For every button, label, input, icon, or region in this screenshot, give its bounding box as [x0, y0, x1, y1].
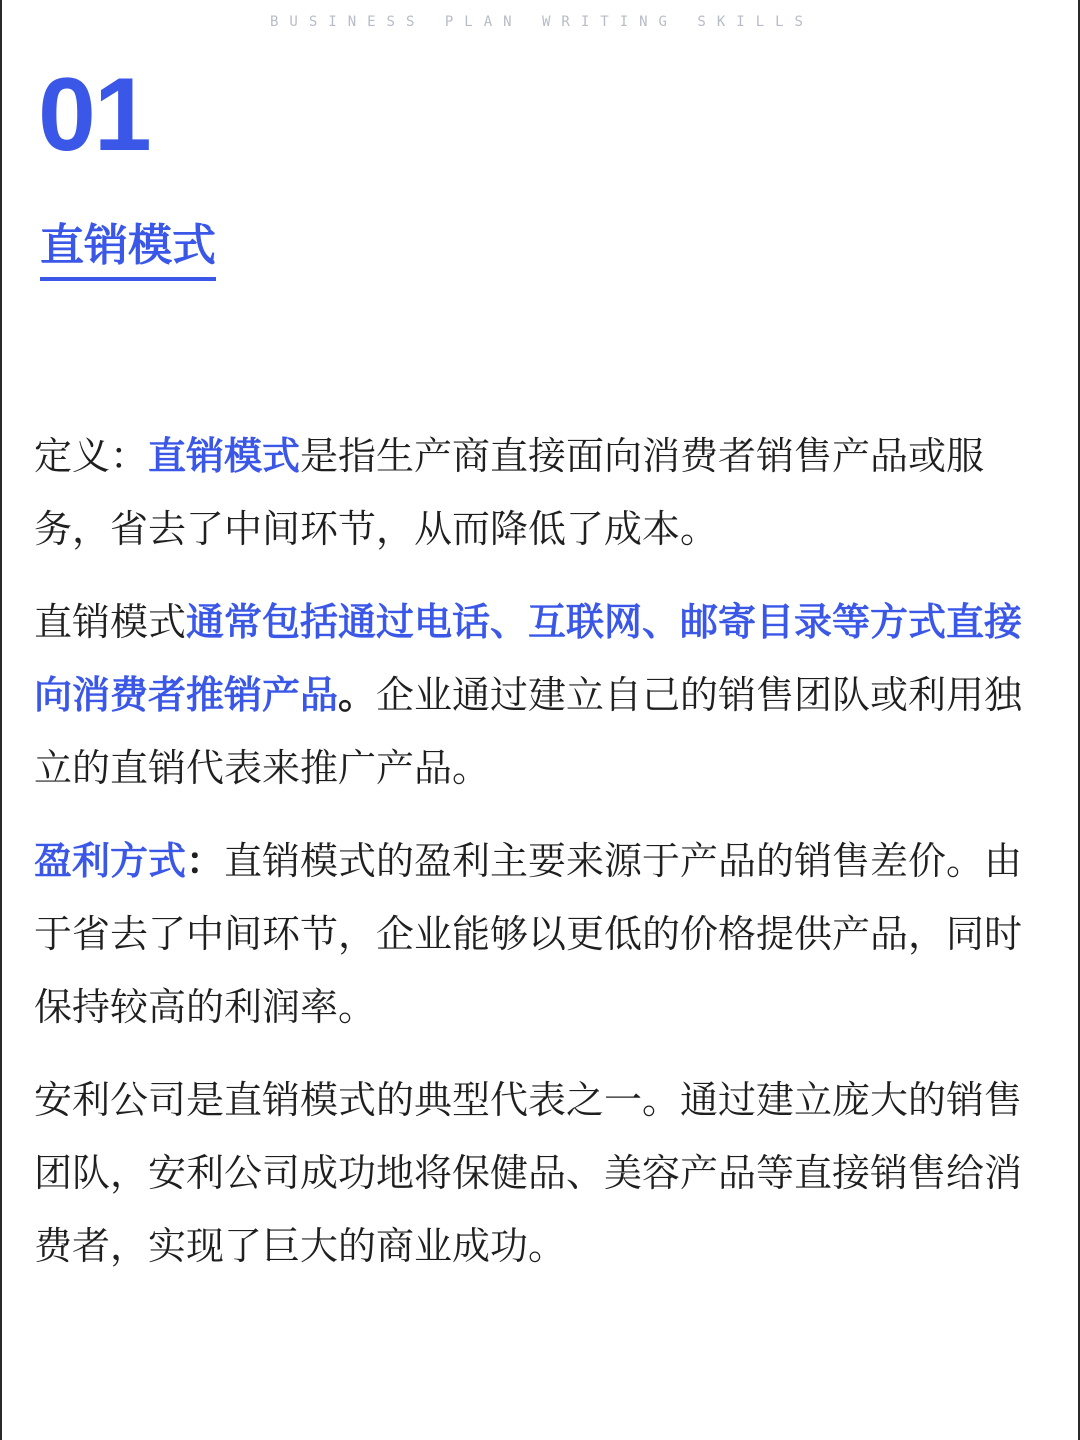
definition-highlight: 直销模式	[148, 434, 301, 478]
channels-prefix: 直销模式	[34, 600, 187, 644]
definition-prefix: 定义：	[34, 434, 149, 478]
profit-colon: ：	[186, 839, 225, 883]
example-text: 安利公司是直销模式的典型代表之一。通过建立庞大的销售团队，安利公司成功地将保健品、美容产品等直接销售给消费者，实现了巨大的商业成功。	[34, 1078, 1023, 1268]
channels-period: 。	[338, 673, 377, 717]
channels-highlight: 通常包括通过电话、互联网、邮寄目录等方式直接向消费者推销产品	[34, 600, 1023, 717]
profit-paragraph	[34, 825, 1054, 1044]
definition-paragraph	[34, 420, 1054, 566]
section-number: 01	[38, 57, 150, 173]
profit-highlight: 盈利方式	[34, 839, 187, 883]
channels-paragraph	[34, 586, 1054, 805]
definition-text: 是指生产商直接面向消费者销售产品或服务，省去了中间环节，从而降低了成本。	[34, 434, 985, 551]
example-paragraph	[34, 1064, 1054, 1283]
profit-text: 直销模式的盈利主要来源于产品的销售差价。由于省去了中间环节，企业能够以更低的价格提供产品，同时保持较高的利润率。	[34, 839, 1023, 1029]
content-body	[34, 420, 1054, 1303]
section-title: 直销模式	[40, 220, 216, 281]
header-tagline: BUSINESS PLAN WRITING SKILLS	[269, 14, 814, 30]
channels-text: 企业通过建立自己的销售团队或利用独立的直销代表来推广产品。	[34, 673, 1023, 790]
